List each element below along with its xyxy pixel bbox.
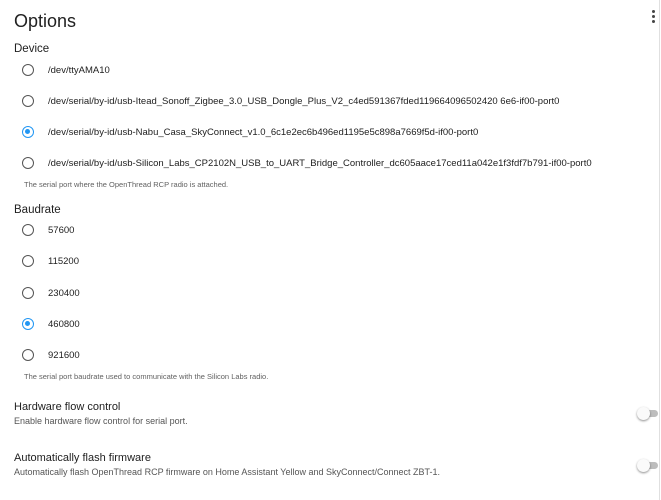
baudrate-option-label: 115200 [48, 255, 79, 267]
radio-checked-icon[interactable] [22, 318, 34, 330]
baudrate-option-label: 230400 [48, 287, 80, 299]
radio-checked-icon[interactable] [22, 126, 34, 138]
hardware-flow-toggle[interactable] [637, 407, 661, 419]
device-option-label: /dev/ttyAMA10 [48, 64, 110, 76]
baudrate-label: Baudrate [14, 204, 61, 216]
baudrate-helper-text: The serial port baudrate used to communicate with the Silicon Labs radio. [24, 372, 269, 381]
radio-icon[interactable] [22, 64, 34, 76]
radio-icon[interactable] [22, 349, 34, 361]
baudrate-option-label: 460800 [48, 318, 80, 330]
auto-flash-title: Automatically flash firmware [14, 452, 151, 464]
radio-icon[interactable] [22, 224, 34, 236]
radio-icon[interactable] [22, 287, 34, 299]
hardware-flow-title: Hardware flow control [14, 401, 121, 413]
more-vert-icon[interactable] [648, 9, 658, 25]
device-option-3[interactable] [22, 154, 592, 172]
baudrate-option-2[interactable] [22, 284, 80, 302]
radio-icon[interactable] [22, 95, 34, 107]
auto-flash-toggle[interactable] [637, 459, 661, 471]
baudrate-option-3[interactable] [22, 315, 80, 333]
toggle-thumb [637, 459, 650, 472]
device-option-1[interactable] [22, 92, 559, 110]
hardware-flow-description: Enable hardware flow control for serial port. [14, 416, 188, 426]
device-option-2[interactable] [22, 123, 478, 141]
device-label: Device [14, 43, 50, 55]
device-option-label: /dev/serial/by-id/usb-Silicon_Labs_CP2102N_USB_to_UART_Bridge_Controller_dc605aace17ced11a042e1f3fdf7b791-if00-port0 [48, 157, 592, 169]
device-option-0[interactable] [22, 61, 110, 79]
radio-icon[interactable] [22, 255, 34, 267]
baudrate-option-label: 921600 [48, 349, 80, 361]
toggle-thumb [637, 407, 650, 420]
baudrate-option-4[interactable] [22, 346, 80, 364]
page-title: Options [14, 11, 77, 31]
baudrate-option-label: 57600 [48, 224, 75, 236]
baudrate-option-1[interactable] [22, 252, 79, 270]
auto-flash-description: Automatically flash OpenThread RCP firmware on Home Assistant Yellow and SkyConnect/Connect ZBT-1. [14, 467, 441, 477]
device-option-label: /dev/serial/by-id/usb-Nabu_Casa_SkyConnect_v1.0_6c1e2ec6b496ed1195e5c898a7669f5d-if00-port0 [48, 126, 479, 138]
baudrate-option-0[interactable] [22, 221, 74, 239]
device-option-label: /dev/serial/by-id/usb-Itead_Sonoff_Zigbee_3.0_USB_Dongle_Plus_V2_c4ed591367fded119664096502420 6e6-if00-port0 [48, 95, 560, 107]
device-helper-text: The serial port where the OpenThread RCP radio is attached. [24, 180, 229, 189]
radio-icon[interactable] [22, 157, 34, 169]
